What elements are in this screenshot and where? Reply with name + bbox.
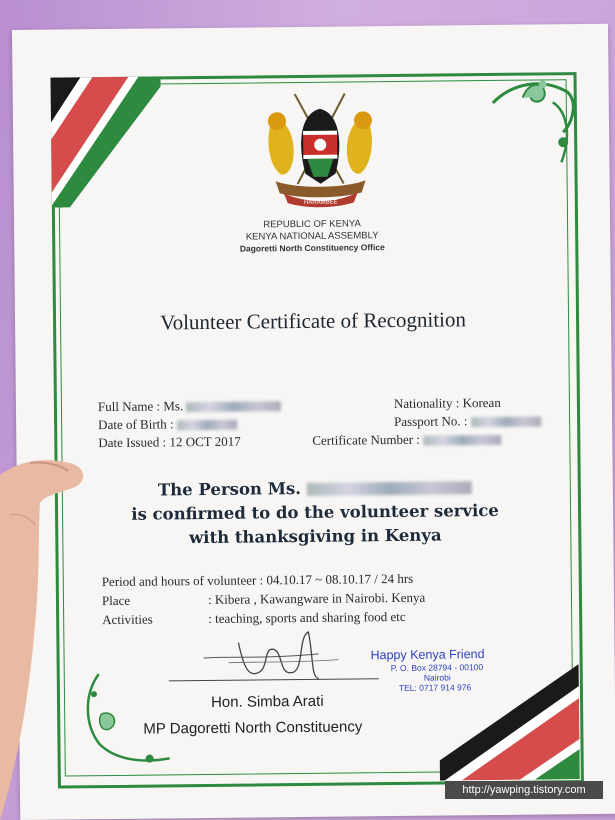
statement-person: The Person Ms. [157,478,302,500]
passport-field [394,412,541,430]
flourish-top-right [482,62,583,173]
dob-label: Date of Birth : [98,416,174,433]
redacted-person-name [307,481,472,496]
certificate-paper [12,24,615,820]
redacted-name [186,401,281,412]
place-label: Place [101,592,131,609]
kenya-coat-of-arms [255,88,386,214]
stamp-city: Nairobi [423,672,451,683]
statement-line2: is confirmed to do the volunteer service [131,500,499,524]
redacted-dob [177,420,237,431]
certificate-title: Volunteer Certificate of Recognition [160,307,467,335]
activities-value: : teaching, sports and sharing food etc [208,608,406,626]
header-office: Dagoretti North Constituency Office [239,242,385,254]
motto-text: HARAMBEE [303,199,338,206]
full-name-field [98,397,282,415]
dob-field [98,416,237,433]
hand [0,455,95,820]
activities-label: Activities [102,611,153,628]
cert-number-label: Certificate Number : [312,431,420,448]
cert-number-field [312,431,501,449]
flag-stripes-top-left [51,76,162,207]
redacted-cert-number [423,435,501,446]
nationality-field: Nationality : Korean [393,394,501,412]
passport-label: Passport No. : [394,413,468,430]
stamp-tel: TEL: 0717 914 976 [398,682,472,693]
header-republic: REPUBLIC OF KENYA [263,218,361,231]
redacted-passport [471,417,541,428]
issued-field: Date Issued : 12 OCT 2017 [98,433,241,451]
place-value: : Kibera , Kawangware in Nairobi. Kenya [207,589,426,607]
statement-line3: with thanksgiving in Kenya [188,525,442,548]
period-line: Period and hours of volunteer : 04.10.17 ~ 08.10.17 / 24 hrs [101,570,414,590]
stamp-box: P. O. Box 28794 - 00100 [390,662,484,674]
signatory-name: Hon. Simba Arati [210,692,324,711]
full-name-label: Full Name : Ms. [97,398,184,415]
stamp-name: Happy Kenya Friend [370,647,485,663]
watermark-url: http://yawping.tistory.com [445,781,603,799]
header-assembly: KENYA NATIONAL ASSEMBLY [245,230,379,243]
signatory-role: MP Dagoretti North Constituency [143,718,363,738]
